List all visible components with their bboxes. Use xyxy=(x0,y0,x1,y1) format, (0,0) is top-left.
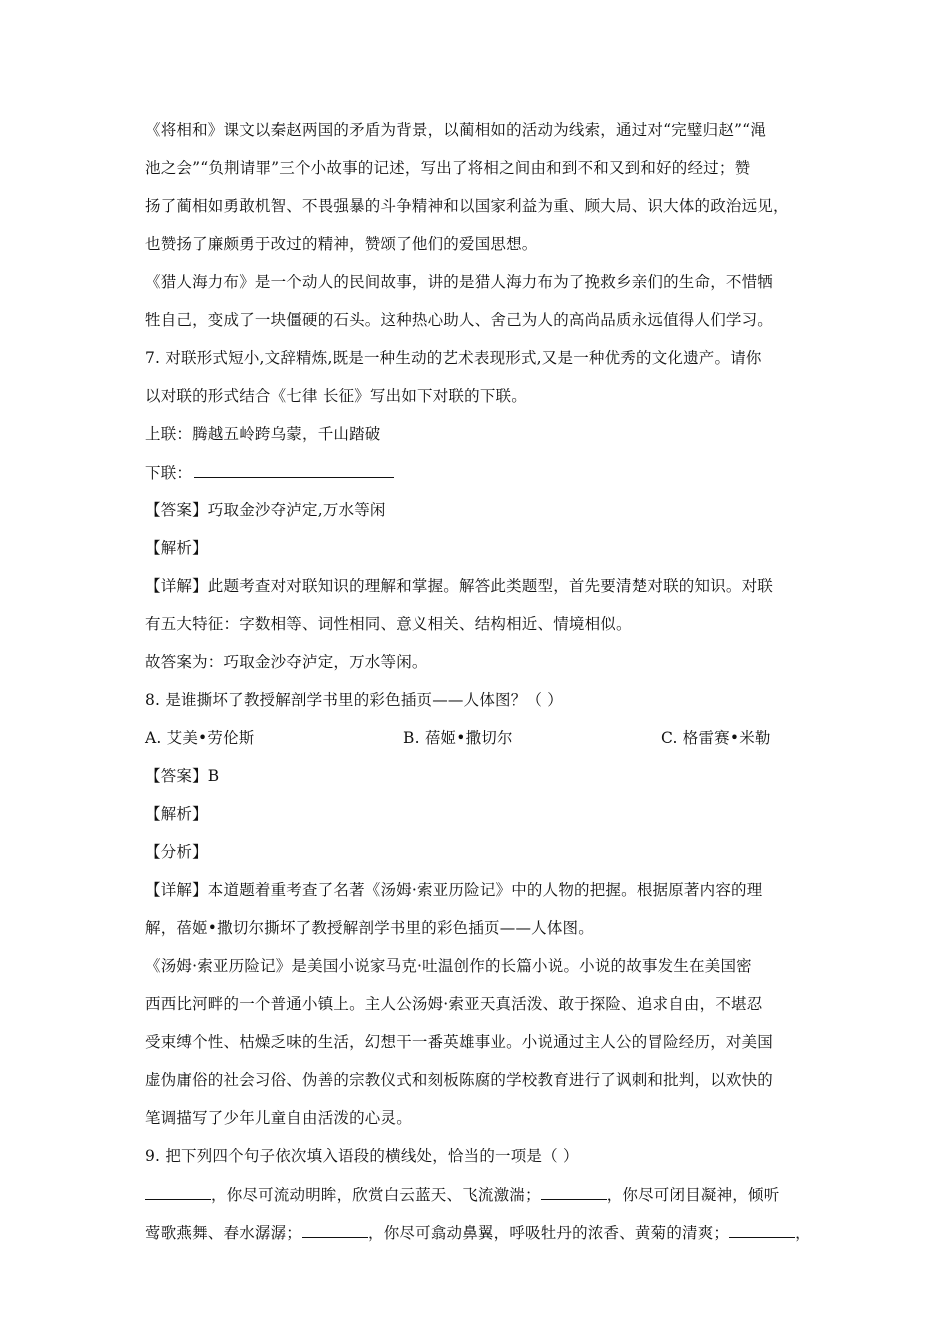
text-line: 西西比河畔的一个普通小镇上。主人公汤姆·索亚天真活泼、敢于探险、追求自由，不堪忍 xyxy=(145,995,763,1013)
analysis-heading: 【解析】 xyxy=(145,539,208,557)
text-line: 《猎人海力布》是一个动人的民间故事，讲的是猎人海力布为了挽救乡亲们的生命，不惜牺 xyxy=(145,273,774,291)
text-segment: 莺歌燕舞、春水潺潺； xyxy=(145,1224,303,1242)
option-c: C. 格雷赛•米勒 xyxy=(661,729,771,747)
question-9: 9. 把下列四个句子依次填入语段的横线处，恰当的一项是（ ） xyxy=(145,1147,579,1165)
question-8: 8. 是谁撕坏了教授解剖学书里的彩色插页——人体图？（ ） xyxy=(145,691,563,709)
answer-blank xyxy=(194,460,394,478)
text-line: 牲自己，变成了一块僵硬的石头。这种热心助人、舍己为人的高尚品质永远值得人们学习。 xyxy=(145,311,774,329)
analysis-heading: 【分析】 xyxy=(145,843,208,861)
analysis-heading: 【解析】 xyxy=(145,805,208,823)
text-line: 《将相和》课文以秦赵两国的矛盾为背景，以蔺相如的活动为线索，通过对“完璧归赵”“渑 xyxy=(145,121,766,139)
text-line: 笔调描写了少年儿童自由活泼的心灵。 xyxy=(145,1109,412,1127)
fill-blank xyxy=(302,1220,368,1238)
text-line: 【详解】此题考查对对联知识的理解和掌握。解答此类题型，首先要清楚对联的知识。对联 xyxy=(145,577,774,595)
text-line: 故答案为：巧取金沙夺泸定，万水等闲。 xyxy=(145,653,428,671)
text-segment: ， xyxy=(795,1224,811,1242)
option-b: B. 蓓姬•撒切尔 xyxy=(403,729,513,747)
lower-couplet-label: 下联： xyxy=(145,464,193,482)
text-segment: ，你尽可流动明眸，欣赏白云蓝天、飞流激湍； xyxy=(211,1186,541,1204)
text-line: 池之会”“负荆请罪”三个小故事的记述，写出了将相之间由和到不和又到和好的经过；赞 xyxy=(145,159,751,177)
fill-blank xyxy=(729,1220,795,1238)
answer-7: 【答案】巧取金沙夺泸定,万水等闲 xyxy=(145,501,386,519)
question-7: 7. 对联形式短小,文辞精炼,既是一种生动的艺术表现形式,又是一种优秀的文化遗产。请你 xyxy=(145,349,762,367)
text-segment: ，你尽可翕动鼻翼，呼吸牡丹的浓香、黄菊的清爽； xyxy=(368,1224,730,1242)
text-line: 虚伪庸俗的社会习俗、伪善的宗教仪式和刻板陈腐的学校教育进行了讽刺和批判，以欢快的 xyxy=(145,1071,774,1089)
text-line: 受束缚个性、枯燥乏味的生活，幻想干一番英雄事业。小说通过主人公的冒险经历，对美国 xyxy=(145,1033,774,1051)
text-line: 解，蓓姬•撒切尔撕坏了教授解剖学书里的彩色插页——人体图。 xyxy=(145,919,594,937)
text-line: 也赞扬了廉颇勇于改过的精神，赞颂了他们的爱国思想。 xyxy=(145,235,538,253)
text-line: 扬了蔺相如勇敢机智、不畏强暴的斗争精神和以国家利益为重、顾大局、识大体的政治远见， xyxy=(145,197,789,215)
upper-couplet: 上联：腾越五岭跨乌蒙，千山踏破 xyxy=(145,425,381,443)
lower-couplet-line xyxy=(145,460,835,485)
text-line: 以对联的形式结合《七律 长征》写出如下对联的下联。 xyxy=(145,387,527,405)
text-line: 《汤姆·索亚历险记》是美国小说家马克·吐温创作的长篇小说。小说的故事发生在美国密 xyxy=(145,957,752,975)
fill-blank xyxy=(541,1182,607,1200)
text-line: 【详解】本道题着重考查了名著《汤姆·索亚历险记》中的人物的把握。根据原著内容的理 xyxy=(145,881,763,899)
fill-blank xyxy=(145,1182,211,1200)
fill-line xyxy=(145,1182,835,1207)
text-segment: ，你尽可闭目凝神，倾听 xyxy=(606,1186,780,1204)
text-line: 有五大特征：字数相等、词性相同、意义相关、结构相近、情境相似。 xyxy=(145,615,632,633)
answer-8: 【答案】B xyxy=(145,767,220,785)
fill-line xyxy=(145,1220,835,1245)
option-a: A. 艾美•劳伦斯 xyxy=(145,729,255,747)
